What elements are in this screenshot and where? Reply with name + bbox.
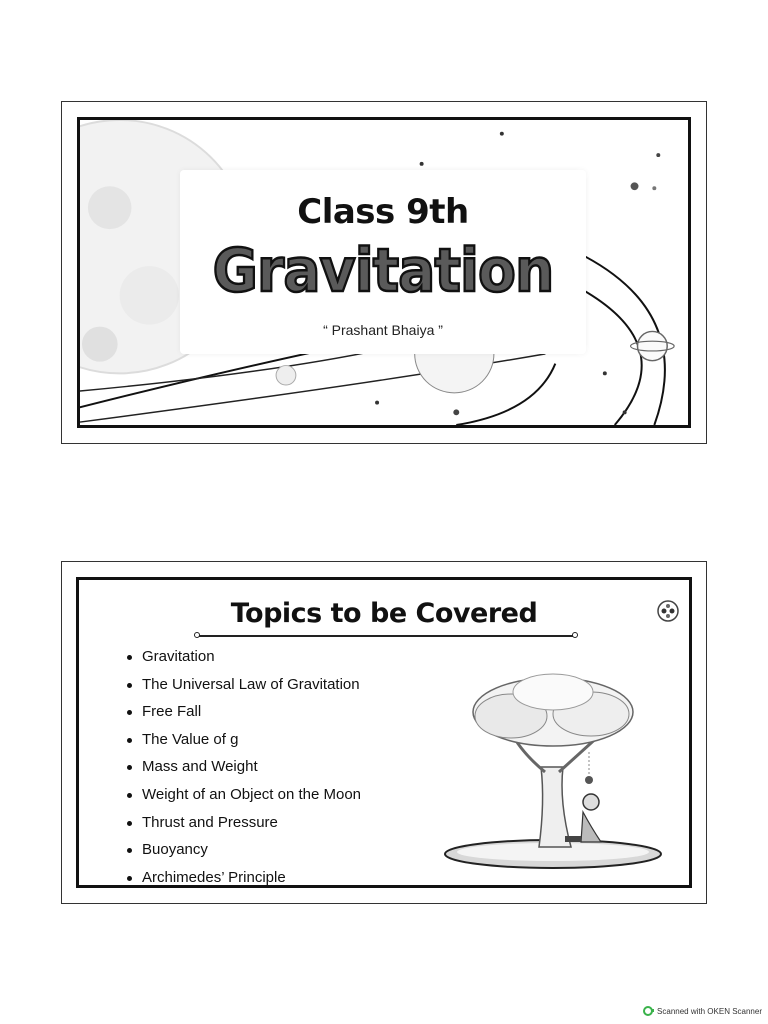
title-card bbox=[180, 170, 586, 354]
title-slide bbox=[61, 101, 707, 444]
list-item: Buoyancy bbox=[127, 839, 361, 867]
list-item: Free Fall bbox=[127, 701, 361, 729]
title-underline bbox=[198, 635, 574, 637]
author-name: “ Prashant Bhaiya ” bbox=[323, 322, 443, 338]
topic-list bbox=[127, 646, 361, 888]
scanner-text: Scanned with OKEN Scanner bbox=[657, 1006, 762, 1016]
list-item: Weight of an Object on the Moon bbox=[127, 784, 361, 812]
topics-slide bbox=[61, 561, 707, 904]
title-slide-frame bbox=[77, 117, 691, 428]
scanner-logo-icon bbox=[643, 1006, 653, 1016]
class-title: Class 9th bbox=[297, 192, 469, 232]
list-item: Archimedes’ Principle bbox=[127, 867, 361, 888]
scanner-watermark bbox=[643, 1006, 762, 1016]
main-title: Gravitation bbox=[212, 236, 554, 306]
list-item: Thrust and Pressure bbox=[127, 812, 361, 840]
topics-title: Topics to be Covered bbox=[230, 598, 538, 629]
list-item: The Value of g bbox=[127, 729, 361, 757]
list-item: The Universal Law of Gravitation bbox=[127, 674, 361, 702]
topics-slide-frame bbox=[76, 577, 692, 888]
rule-dot-right bbox=[572, 632, 578, 638]
rule-dot-left bbox=[194, 632, 200, 638]
list-item: Gravitation bbox=[127, 646, 361, 674]
tree-illustration bbox=[441, 672, 665, 872]
logo-icon bbox=[657, 600, 679, 622]
list-item: Mass and Weight bbox=[127, 756, 361, 784]
planet-icon bbox=[631, 331, 675, 360]
